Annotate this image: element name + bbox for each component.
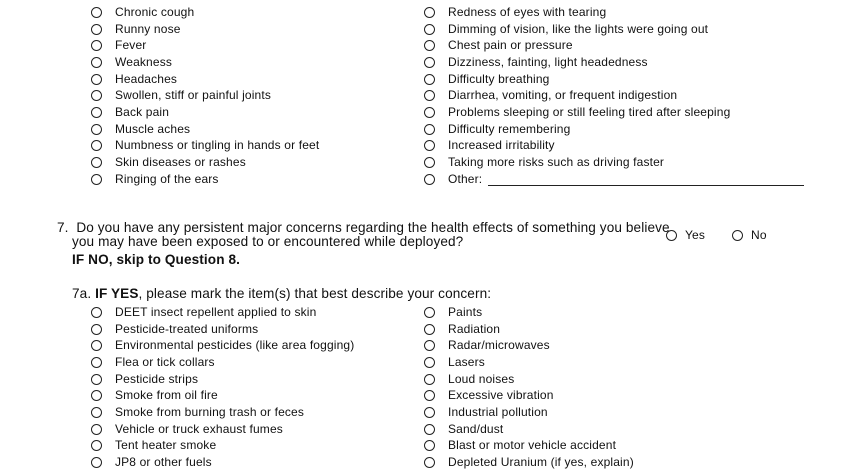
option-pesticide-uniforms[interactable] xyxy=(91,321,258,337)
option-yes[interactable] xyxy=(666,227,705,243)
option-label: Increased irritability xyxy=(448,138,555,152)
option-label: Headaches xyxy=(115,72,178,86)
option-no[interactable] xyxy=(732,227,767,243)
radio-circle-icon[interactable] xyxy=(424,174,435,185)
other-text-field[interactable] xyxy=(488,173,804,186)
radio-circle-icon[interactable] xyxy=(91,74,102,85)
option-muscle-aches[interactable] xyxy=(91,121,190,137)
radio-circle-icon[interactable] xyxy=(91,90,102,101)
option-ringing-ears[interactable] xyxy=(91,171,219,187)
option-label: Flea or tick collars xyxy=(115,355,215,369)
option-fever[interactable] xyxy=(91,37,146,53)
radio-circle-icon[interactable] xyxy=(424,24,435,35)
option-label: Radar/microwaves xyxy=(448,338,550,352)
option-label: Dizziness, fainting, light headedness xyxy=(448,55,648,69)
option-label: Pesticide-treated uniforms xyxy=(115,322,259,336)
option-radiation[interactable] xyxy=(424,321,500,337)
question-7a-number: 7a. xyxy=(72,286,92,301)
option-label: Paints xyxy=(448,305,483,319)
option-label: Other: xyxy=(448,172,483,186)
radio-circle-icon[interactable] xyxy=(424,157,435,168)
radio-circle-icon[interactable] xyxy=(424,7,435,18)
radio-circle-icon[interactable] xyxy=(424,307,435,318)
option-jp8-fuels[interactable] xyxy=(91,454,212,470)
option-label: Diarrhea, vomiting, or frequent indigestion xyxy=(448,88,678,102)
option-difficulty-breathing[interactable] xyxy=(424,71,550,87)
radio-circle-icon[interactable] xyxy=(91,174,102,185)
option-headaches[interactable] xyxy=(91,71,177,87)
option-lasers[interactable] xyxy=(424,354,485,370)
option-label: DEET insect repellent applied to skin xyxy=(115,305,317,319)
radio-circle-icon[interactable] xyxy=(424,140,435,151)
option-excessive-vibration[interactable] xyxy=(424,387,554,403)
radio-circle-icon[interactable] xyxy=(424,440,435,451)
option-irritability[interactable] xyxy=(424,137,555,153)
radio-circle-icon[interactable] xyxy=(424,40,435,51)
option-oil-fire-smoke[interactable] xyxy=(91,387,218,403)
option-label: JP8 or other fuels xyxy=(115,455,212,469)
option-exhaust-fumes[interactable] xyxy=(91,421,283,437)
radio-circle-icon[interactable] xyxy=(91,107,102,118)
option-label: Taking more risks such as driving faster xyxy=(448,155,665,169)
option-dimming-vision[interactable] xyxy=(424,21,708,37)
option-label: Lasers xyxy=(448,355,485,369)
question-7a xyxy=(72,286,491,301)
option-label: Sand/dust xyxy=(448,422,504,436)
radio-circle-icon[interactable] xyxy=(91,440,102,451)
option-paints[interactable] xyxy=(424,304,482,320)
radio-circle-icon[interactable] xyxy=(91,157,102,168)
option-label: Chronic cough xyxy=(115,5,195,19)
radio-circle-icon[interactable] xyxy=(91,390,102,401)
radio-circle-icon[interactable] xyxy=(424,324,435,335)
option-label: Environmental pesticides (like area fogging) xyxy=(115,338,355,352)
radio-circle-icon[interactable] xyxy=(91,407,102,418)
option-sand-dust[interactable] xyxy=(424,421,503,437)
radio-circle-icon[interactable] xyxy=(424,357,435,368)
option-numbness[interactable] xyxy=(91,137,319,153)
radio-circle-icon[interactable] xyxy=(424,340,435,351)
question-7-text-2: you may have been exposed to or encountered while deployed? xyxy=(72,234,464,249)
option-label: Smoke from oil fire xyxy=(115,388,218,402)
option-tent-heater-smoke[interactable] xyxy=(91,437,216,453)
radio-circle-icon[interactable] xyxy=(91,457,102,468)
radio-circle-icon[interactable] xyxy=(424,74,435,85)
option-flea-collars[interactable] xyxy=(91,354,215,370)
option-back-pain[interactable] xyxy=(91,104,169,120)
option-label: Numbness or tingling in hands or feet xyxy=(115,138,320,152)
skip-instruction: IF NO, skip to Question 8. xyxy=(72,252,241,267)
option-weakness[interactable] xyxy=(91,54,172,70)
option-label: Fever xyxy=(115,38,147,52)
option-label: Problems sleeping or still feeling tired after sleeping xyxy=(448,105,731,119)
option-loud-noises[interactable] xyxy=(424,371,514,387)
option-label: Chest pain or pressure xyxy=(448,38,573,52)
radio-circle-icon[interactable] xyxy=(424,90,435,101)
option-redness-eyes[interactable] xyxy=(424,4,606,20)
question-7-text-1: Do you have any persistent major concerns regarding the health effects of something you believe xyxy=(76,220,670,235)
radio-circle-icon[interactable] xyxy=(424,57,435,68)
option-label: Pesticide strips xyxy=(115,372,199,386)
yes-label: Yes xyxy=(685,228,706,242)
radio-circle-icon[interactable] xyxy=(424,107,435,118)
option-environmental-pesticides[interactable] xyxy=(91,337,354,353)
option-pesticide-strips[interactable] xyxy=(91,371,198,387)
option-label: Radiation xyxy=(448,322,501,336)
option-dizziness[interactable] xyxy=(424,54,648,70)
question-7-line1 xyxy=(57,220,670,235)
option-label: Difficulty remembering xyxy=(448,122,571,136)
option-label: Difficulty breathing xyxy=(448,72,550,86)
radio-circle-icon[interactable] xyxy=(424,457,435,468)
radio-circle-icon[interactable] xyxy=(424,374,435,385)
radio-circle-icon[interactable] xyxy=(91,324,102,335)
option-runny-nose[interactable] xyxy=(91,21,181,37)
radio-circle-icon[interactable] xyxy=(91,340,102,351)
option-chest-pain[interactable] xyxy=(424,37,573,53)
radio-circle-icon[interactable] xyxy=(91,24,102,35)
radio-circle-icon[interactable] xyxy=(91,307,102,318)
question-7a-text: , please mark the item(s) that best describe your concern: xyxy=(138,286,492,301)
option-label: Back pain xyxy=(115,105,170,119)
radio-circle-icon[interactable] xyxy=(91,7,102,18)
option-problems-sleeping[interactable] xyxy=(424,104,730,120)
option-label: Vehicle or truck exhaust fumes xyxy=(115,422,283,436)
radio-circle-icon[interactable] xyxy=(91,140,102,151)
option-label: Depleted Uranium (if yes, explain) xyxy=(448,455,634,469)
if-yes-label: IF YES xyxy=(95,286,139,301)
radio-circle-icon[interactable] xyxy=(91,357,102,368)
radio-circle-icon[interactable] xyxy=(91,374,102,385)
option-label: Industrial pollution xyxy=(448,405,548,419)
option-label: Smoke from burning trash or feces xyxy=(115,405,305,419)
option-diarrhea[interactable] xyxy=(424,87,677,103)
question-number: 7. xyxy=(57,220,69,235)
option-label: Dimming of vision, like the lights were going out xyxy=(448,22,709,36)
option-radar-microwaves[interactable] xyxy=(424,337,550,353)
radio-circle-icon[interactable] xyxy=(91,57,102,68)
radio-circle-icon[interactable] xyxy=(424,390,435,401)
option-label: Redness of eyes with tearing xyxy=(448,5,607,19)
option-label: Tent heater smoke xyxy=(115,438,217,452)
option-label: Weakness xyxy=(115,55,173,69)
radio-circle-icon[interactable] xyxy=(91,40,102,51)
option-label: Blast or motor vehicle accident xyxy=(448,438,617,452)
option-taking-risks[interactable] xyxy=(424,154,664,170)
option-industrial-pollution[interactable] xyxy=(424,404,548,420)
radio-circle-icon[interactable] xyxy=(666,230,677,241)
option-swollen-joints[interactable] xyxy=(91,87,271,103)
option-deet[interactable] xyxy=(91,304,316,320)
option-chronic-cough[interactable] xyxy=(91,4,194,20)
option-label: Muscle aches xyxy=(115,122,191,136)
radio-circle-icon[interactable] xyxy=(732,230,743,241)
radio-circle-icon[interactable] xyxy=(424,407,435,418)
option-burning-trash-smoke[interactable] xyxy=(91,404,304,420)
radio-circle-icon[interactable] xyxy=(91,424,102,435)
option-skin-diseases[interactable] xyxy=(91,154,246,170)
option-label: Excessive vibration xyxy=(448,388,554,402)
option-other[interactable] xyxy=(424,171,804,187)
option-label: Skin diseases or rashes xyxy=(115,155,246,169)
option-label: Swollen, stiff or painful joints xyxy=(115,88,271,102)
option-difficulty-remembering[interactable] xyxy=(424,121,570,137)
option-label: Runny nose xyxy=(115,22,181,36)
option-label: Ringing of the ears xyxy=(115,172,219,186)
radio-circle-icon[interactable] xyxy=(424,424,435,435)
no-label: No xyxy=(751,228,767,242)
option-depleted-uranium[interactable] xyxy=(424,454,634,470)
radio-circle-icon[interactable] xyxy=(424,124,435,135)
option-blast-accident[interactable] xyxy=(424,437,616,453)
option-label: Loud noises xyxy=(448,372,515,386)
radio-circle-icon[interactable] xyxy=(91,124,102,135)
